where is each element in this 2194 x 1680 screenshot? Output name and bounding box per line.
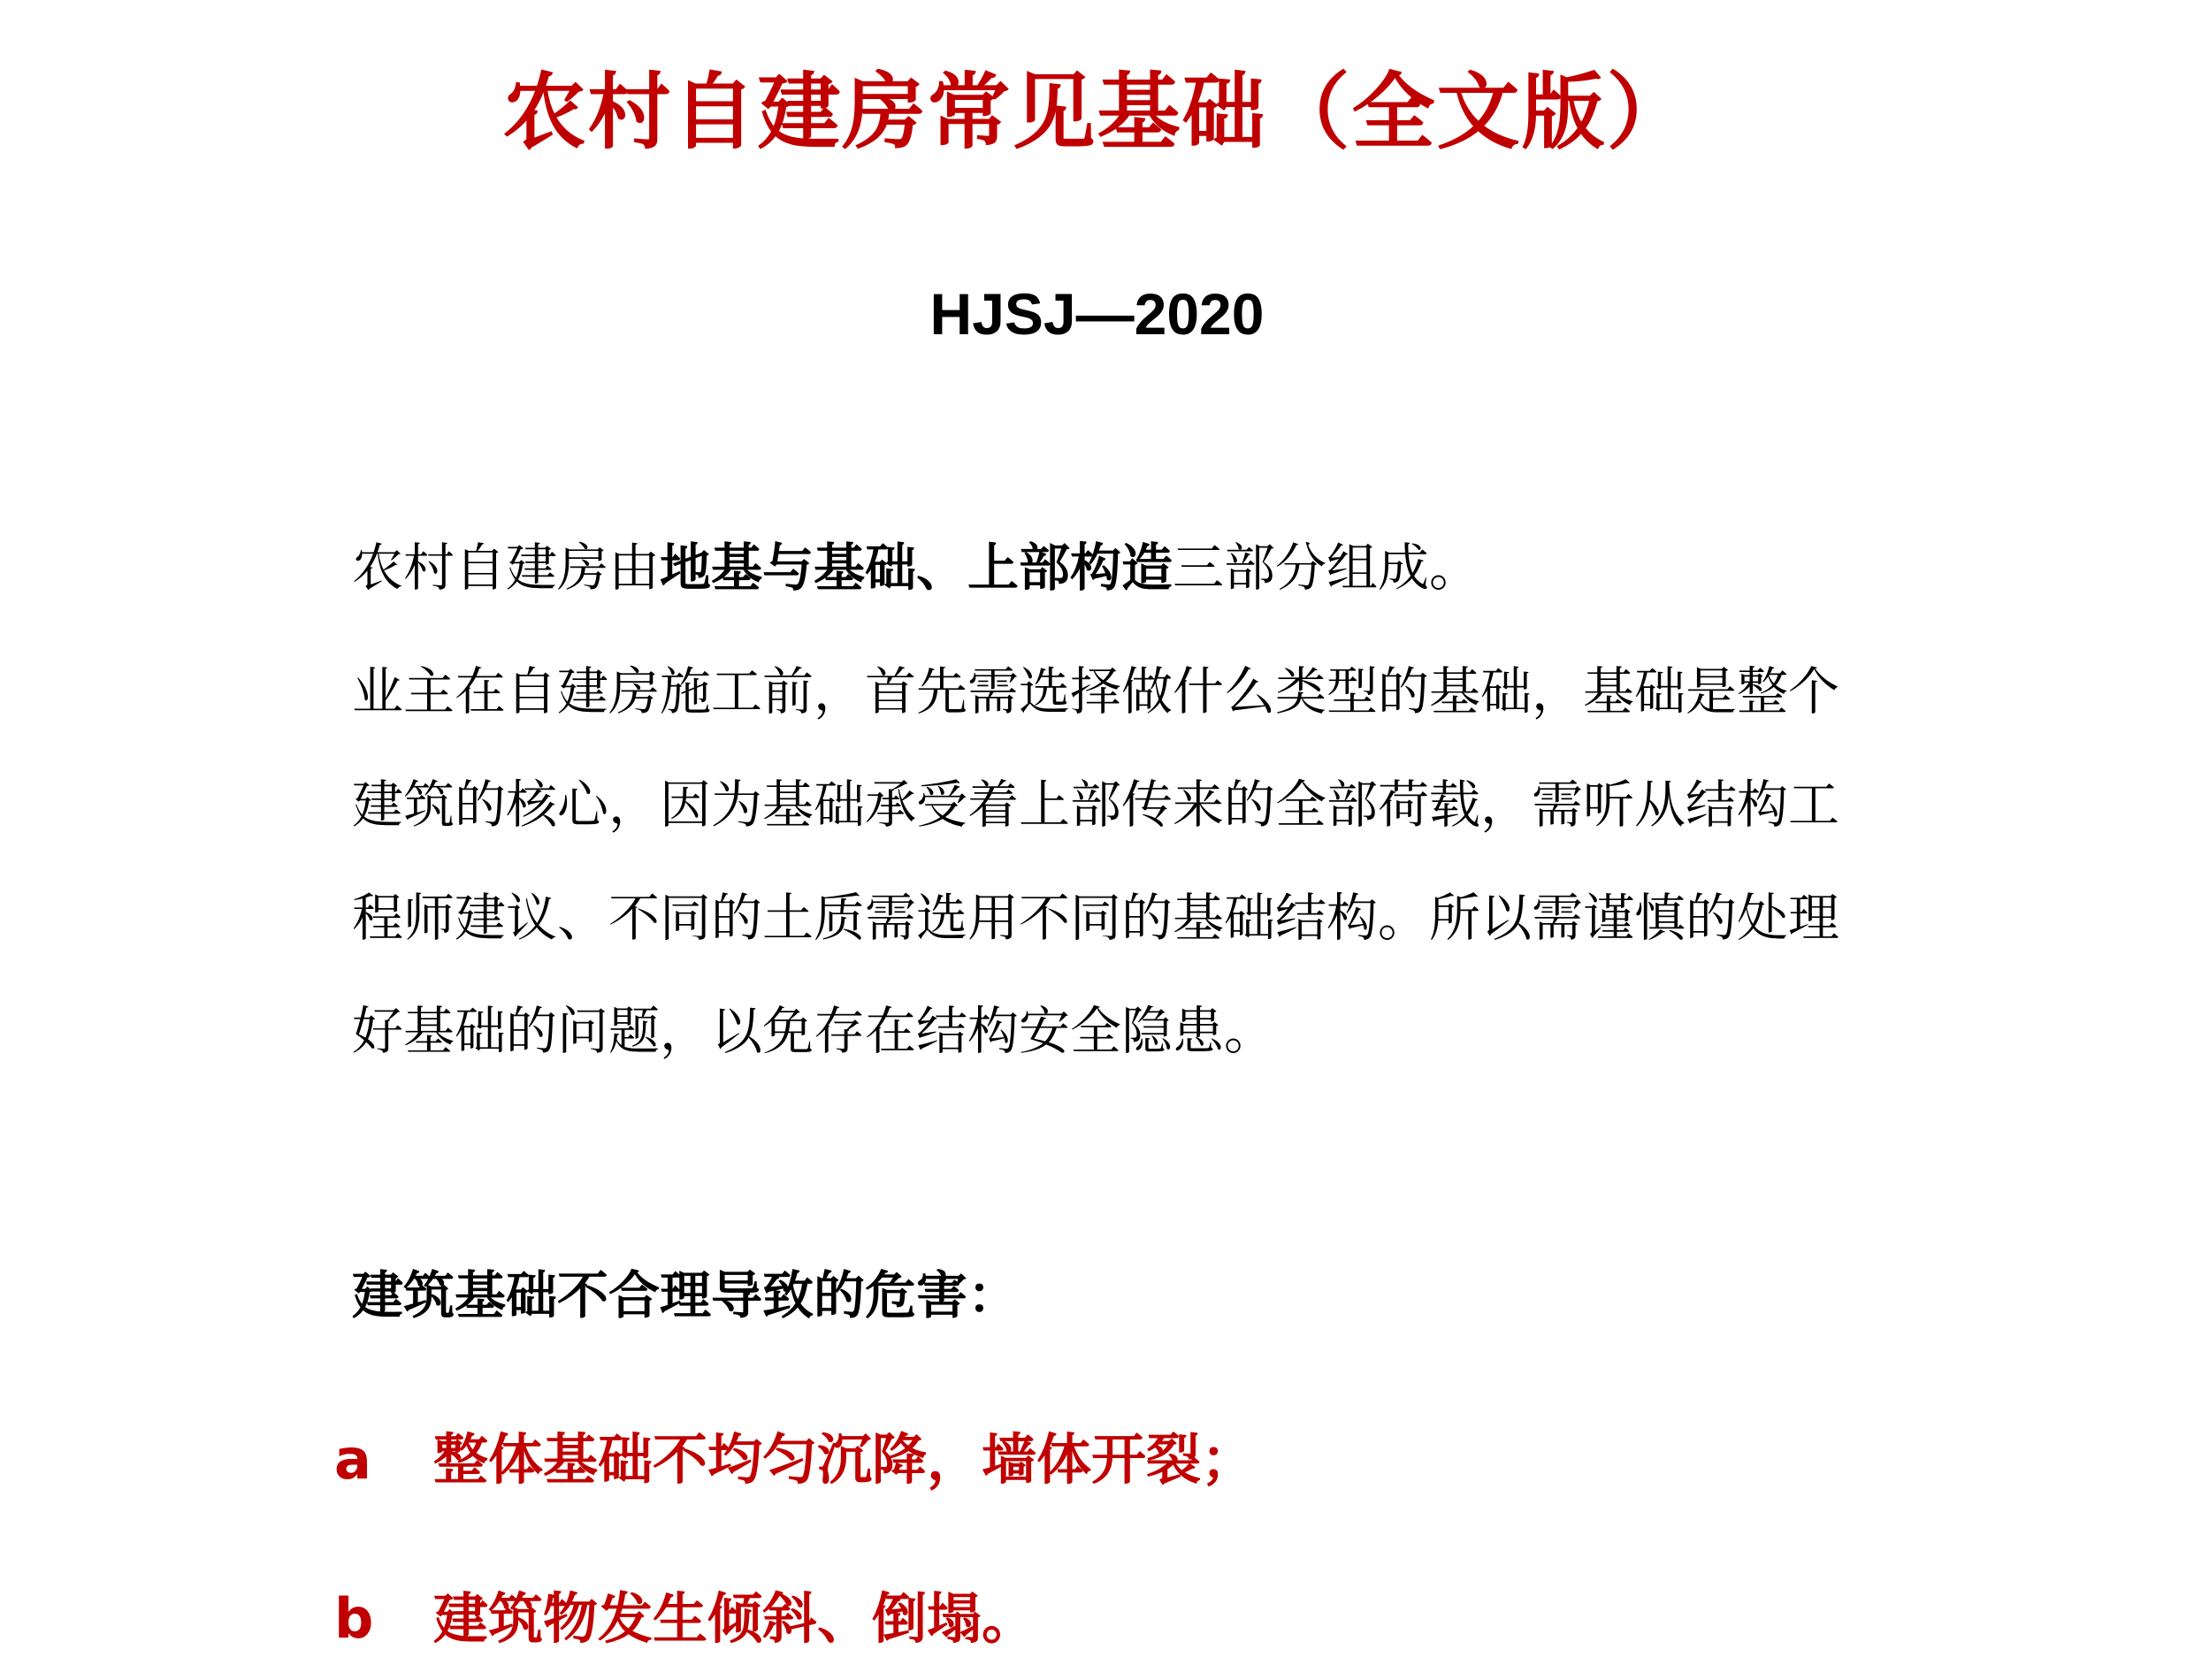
harm-marker: b	[334, 1586, 374, 1651]
document-code: HJSJ—2020	[929, 281, 1265, 347]
intro-prefix: 农村自建房由	[352, 538, 661, 598]
harm-item-b	[334, 1570, 1036, 1668]
intro-suffix: 三部分组成。	[1173, 538, 1481, 598]
harm-heading: 建筑基础不合理导致的危害：	[352, 1265, 1020, 1325]
main-paragraph: 业主在自建房施工前，首先需选择做什么类型的基础，基础是整个建筑的核心，因为基础承受着上部传来的全部荷载，需听从结构工程师建议、不同的土质需选用不同的基础结构。所以需谨慎的处理好基础的问题，以免存在结构安全隐患。	[352, 661, 1840, 1061]
harm-text: 整体基础不均匀沉降，墙体开裂；	[433, 1427, 1257, 1492]
intro-bold: 地基与基础、上部构造	[660, 538, 1173, 598]
document-title: 农村自建房常见基础（全文版）	[502, 65, 1692, 161]
harm-text: 建筑物发生倾斜、倒塌。	[433, 1586, 1037, 1651]
harm-item-a	[334, 1411, 1256, 1508]
document-body	[352, 511, 1855, 1088]
harm-marker: a	[334, 1427, 371, 1492]
intro-paragraph	[352, 511, 1855, 624]
